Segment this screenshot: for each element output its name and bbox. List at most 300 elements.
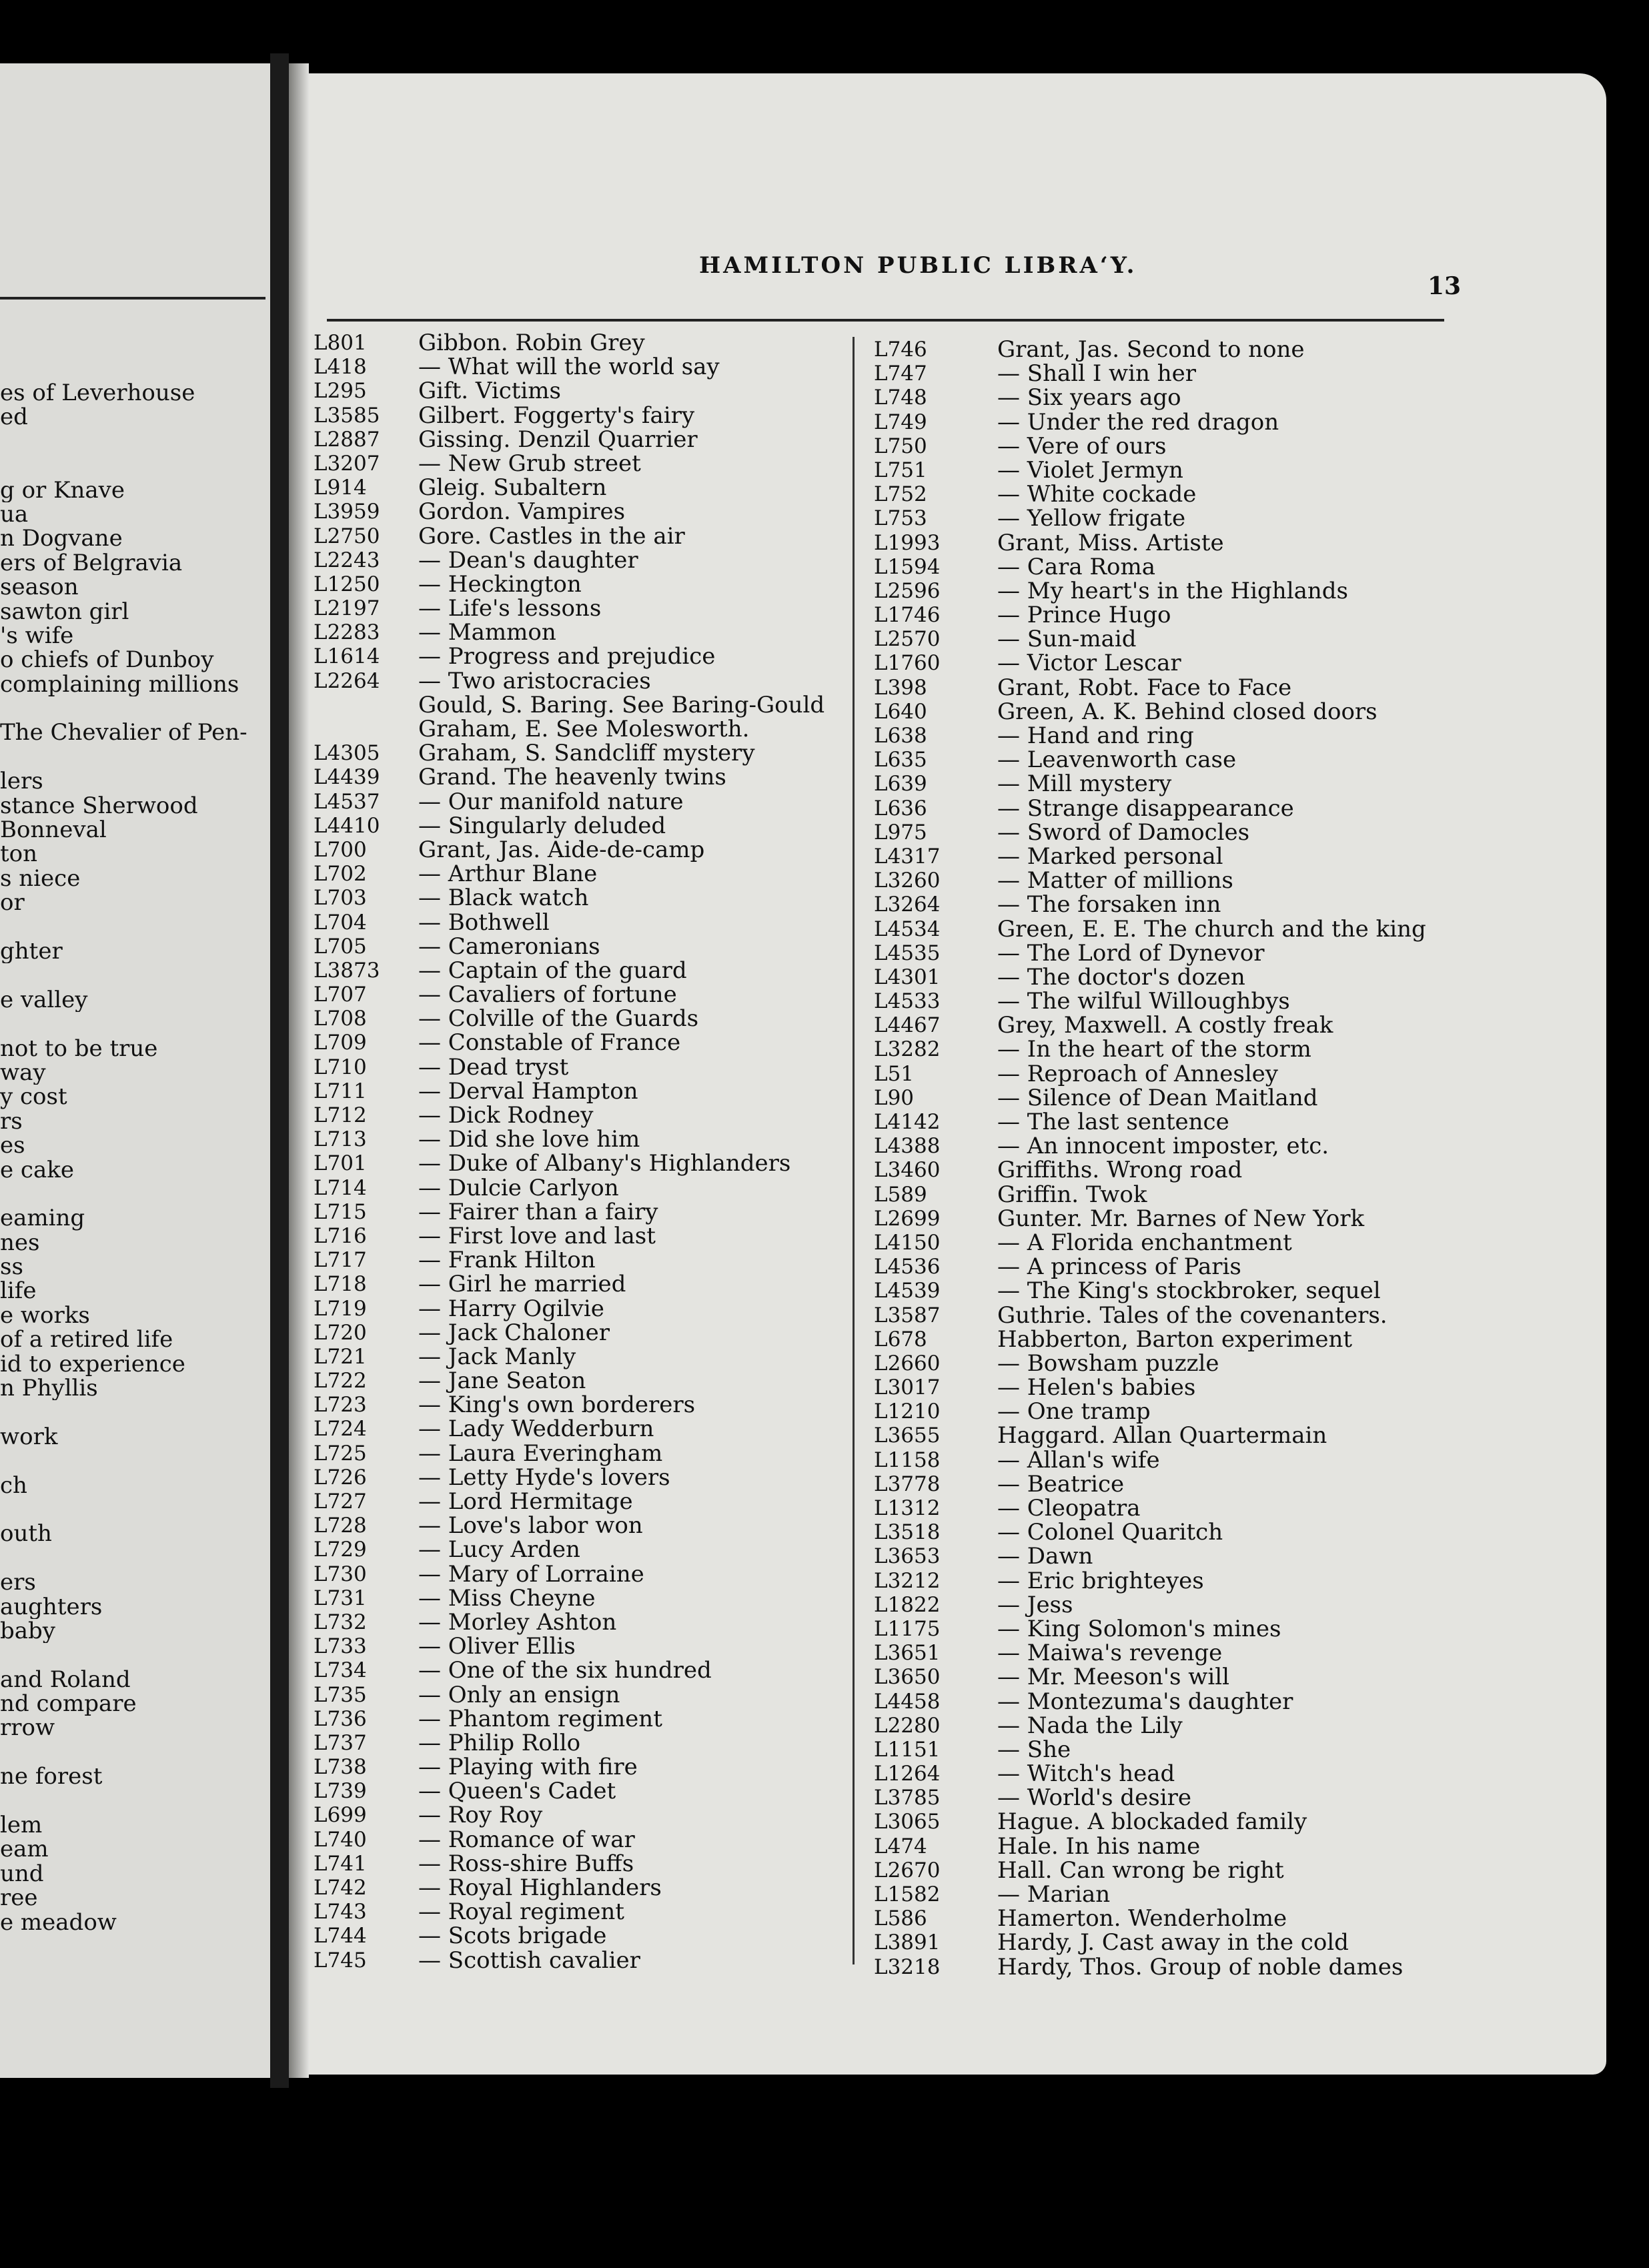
entry-title: Hale. In his name <box>997 1832 1201 1860</box>
call-number: L295 <box>314 379 367 404</box>
call-number: L4150 <box>874 1230 941 1255</box>
call-number: L4539 <box>874 1279 941 1303</box>
entry-title: — Bothwell <box>418 909 550 936</box>
entry-title: — White cockade <box>997 481 1197 508</box>
call-number: L4458 <box>874 1689 941 1714</box>
call-number: L4142 <box>874 1110 941 1134</box>
call-number: L740 <box>314 1827 367 1852</box>
entry-title: Gunter. Mr. Barnes of New York <box>997 1205 1365 1232</box>
entry-title: — Love's labor won <box>418 1512 643 1540</box>
left-page-line: ers of Belgravia <box>0 550 183 576</box>
call-number: L704 <box>314 910 367 935</box>
call-number: L741 <box>314 1851 367 1876</box>
call-number: L2596 <box>874 578 941 603</box>
call-number: L914 <box>314 476 367 500</box>
entry-title: — The wilful Willoughbys <box>997 988 1290 1015</box>
call-number: L736 <box>314 1706 367 1731</box>
left-page-line <box>0 1449 267 1473</box>
call-number: L2750 <box>314 524 380 548</box>
entry-title: — Colonel Quaritch <box>997 1519 1223 1546</box>
call-number: L2264 <box>314 668 380 693</box>
entry-title: — A princess of Paris <box>997 1253 1241 1281</box>
call-number: L4317 <box>874 844 941 869</box>
call-number: L3218 <box>874 1954 941 1979</box>
facing-page-left <box>0 63 270 2078</box>
entry-title: — Royal regiment <box>418 1898 624 1926</box>
call-number: L717 <box>314 1248 367 1273</box>
left-page-line: baby <box>0 1618 56 1644</box>
left-page-line: season <box>0 575 79 600</box>
entry-title: Gibbon. Robin Grey <box>418 330 645 356</box>
call-number: L723 <box>314 1393 367 1418</box>
call-number: L3650 <box>874 1665 941 1690</box>
entry-title: Grant, Jas. Aide-de-camp <box>418 836 705 863</box>
call-number: L712 <box>314 1103 367 1127</box>
entry-title: — Vere of ours <box>997 432 1167 460</box>
left-page-line: stance Sherwood <box>0 793 198 818</box>
call-number: L751 <box>874 458 927 482</box>
left-page-line: ua <box>0 502 29 527</box>
call-number: L640 <box>874 699 927 724</box>
left-page-line <box>0 696 267 720</box>
entry-title: — Only an ensign <box>418 1681 620 1708</box>
entry-title: — Allan's wife <box>997 1446 1160 1474</box>
left-page-line: e cake <box>0 1157 74 1182</box>
entry-title: — Phantom regiment <box>418 1705 662 1732</box>
call-number: L4533 <box>874 989 941 1014</box>
call-number: L725 <box>314 1441 367 1466</box>
entry-title: — Marian <box>997 1881 1111 1908</box>
entry-title: — Progress and prejudice <box>418 643 716 670</box>
left-page-line: life <box>0 1279 37 1303</box>
left-page-line: and Roland <box>0 1667 131 1692</box>
call-number: L716 <box>314 1223 367 1248</box>
left-page-line: work <box>0 1424 58 1450</box>
entry-title: — First love and last <box>418 1222 656 1249</box>
entry-title: — Duke of Albany's Highlanders <box>418 1150 791 1177</box>
entry-title: — Playing with fire <box>418 1754 638 1781</box>
call-number: L718 <box>314 1272 367 1297</box>
left-page-rule <box>0 297 265 300</box>
entry-title: — Cara Roma <box>997 553 1156 580</box>
entry-title: — Ross-shire Buffs <box>418 1850 634 1877</box>
left-page-line <box>0 745 267 769</box>
call-number: L738 <box>314 1755 367 1780</box>
page-number: 13 <box>1428 272 1462 300</box>
entry-title: — Scots brigade <box>418 1922 607 1950</box>
entry-title: — Colville of the Guards <box>418 1005 699 1033</box>
entry-title: Gore. Castles in the air <box>418 522 685 550</box>
entry-title: — The doctor's dozen <box>997 963 1245 991</box>
left-page-line <box>0 454 267 478</box>
entry-title: — In the heart of the storm <box>997 1036 1311 1063</box>
entry-title: — Letty Hyde's lovers <box>418 1464 670 1491</box>
left-page-line <box>0 915 267 939</box>
left-page-line: ghter <box>0 939 63 964</box>
entry-title: — Our manifold nature <box>418 788 684 815</box>
left-page-line: outh <box>0 1522 52 1546</box>
entry-title: — Beatrice <box>997 1470 1125 1498</box>
entry-title: Hall. Can wrong be right <box>997 1856 1284 1884</box>
entry-title: — Mary of Lorraine <box>418 1560 644 1588</box>
entry-title: — Victor Lescar <box>997 650 1181 677</box>
left-page-line: es <box>0 1133 25 1158</box>
call-number: L398 <box>874 675 927 700</box>
left-page-line: ch <box>0 1473 27 1498</box>
entry-title: Grant, Robt. Face to Face <box>997 674 1292 701</box>
call-number: L705 <box>314 934 367 959</box>
entry-title: — Harry Ogilvie <box>418 1295 604 1322</box>
entry-title: — Sun-maid <box>997 626 1137 653</box>
entry-title: — Bowsham puzzle <box>997 1349 1219 1377</box>
call-number: L3585 <box>314 403 380 428</box>
call-number: L1760 <box>874 651 941 676</box>
call-number: L639 <box>874 772 927 796</box>
call-number: L3891 <box>874 1930 941 1955</box>
call-number: L702 <box>314 862 367 887</box>
call-number: L701 <box>314 1151 367 1176</box>
left-page-line <box>0 1789 267 1813</box>
left-page-line: ton <box>0 842 38 867</box>
entry-title: — King's own borderers <box>418 1391 696 1419</box>
entry-title: — Derval Hampton <box>418 1077 638 1105</box>
entry-title: — Violet Jermyn <box>997 456 1183 484</box>
entry-title: — The forsaken inn <box>997 891 1221 919</box>
call-number: L733 <box>314 1634 367 1659</box>
entry-title: — A Florida enchantment <box>997 1229 1292 1256</box>
entry-title: Gordon. Vampires <box>418 498 626 526</box>
call-number: L975 <box>874 820 927 844</box>
entry-title: — One of the six hundred <box>418 1657 712 1684</box>
entry-title: Hamerton. Wenderholme <box>997 1905 1287 1932</box>
left-page-line <box>0 1546 267 1570</box>
entry-title: — Mammon <box>418 619 556 646</box>
call-number: L1614 <box>314 644 380 669</box>
left-page-line: ne forest <box>0 1764 103 1789</box>
call-number: L727 <box>314 1490 367 1514</box>
call-number: L2280 <box>874 1713 941 1738</box>
left-page-line <box>0 1400 267 1424</box>
call-number: L2699 <box>874 1206 941 1231</box>
left-page-line: of a retired life <box>0 1327 173 1352</box>
call-number: L1250 <box>314 572 380 596</box>
call-number: L2197 <box>314 596 380 621</box>
entry-title: — Dick Rodney <box>418 1102 594 1129</box>
entry-title: — Reproach of Annesley <box>997 1060 1279 1087</box>
entry-title: Gould, S. Baring. See Baring-Gould <box>418 691 825 718</box>
entry-title: — Lord Hermitage <box>418 1488 633 1515</box>
call-number: L699 <box>314 1803 367 1828</box>
header-rule <box>327 319 1444 322</box>
entry-title: — Marked personal <box>997 842 1223 870</box>
entry-title: — Six years ago <box>997 384 1181 412</box>
left-page-line: ss <box>0 1255 23 1279</box>
call-number: L752 <box>874 482 927 507</box>
call-number: L2660 <box>874 1351 941 1375</box>
call-number: L715 <box>314 1199 367 1224</box>
call-number: L745 <box>314 1948 367 1972</box>
entry-title: Grey, Maxwell. A costly freak <box>997 1012 1333 1039</box>
left-page-line: The Chevalier of Pen- <box>0 720 247 745</box>
entry-title: — Fairer than a fairy <box>418 1198 658 1225</box>
call-number: L3587 <box>874 1303 941 1327</box>
call-number: L1264 <box>874 1762 941 1786</box>
call-number: L4535 <box>874 941 941 965</box>
left-page-line: ers <box>0 1570 36 1595</box>
call-number: L3653 <box>874 1544 941 1569</box>
entry-title: — Leavenworth case <box>997 746 1237 774</box>
entry-title: — Cleopatra <box>997 1495 1141 1522</box>
call-number: L729 <box>314 1538 367 1562</box>
call-number: L1582 <box>874 1882 941 1906</box>
left-page-line: sawton girl <box>0 599 129 624</box>
entry-title: — Matter of millions <box>997 867 1233 895</box>
entry-title: — Romance of war <box>418 1826 635 1853</box>
call-number: L4534 <box>874 917 941 941</box>
entry-title: Graham, E. See Molesworth. <box>418 716 750 742</box>
entry-title: — World's desire <box>997 1784 1191 1812</box>
entry-title: — She <box>997 1736 1071 1763</box>
entry-title: — One tramp <box>997 1398 1151 1426</box>
call-number: L4536 <box>874 1255 941 1279</box>
entry-title: — Oliver Ellis <box>418 1633 576 1660</box>
call-number: L801 <box>314 331 367 355</box>
entry-title: — Jack Chaloner <box>418 1319 610 1346</box>
call-number: L731 <box>314 1586 367 1610</box>
call-number: L746 <box>874 338 927 362</box>
call-number: L4537 <box>314 789 380 814</box>
entry-title: — Sword of Damocles <box>997 818 1250 846</box>
call-number: L4388 <box>874 1134 941 1159</box>
call-number: L1993 <box>874 530 941 555</box>
entry-title: — Heckington <box>418 570 582 598</box>
entry-title: — Nada the Lily <box>997 1712 1183 1739</box>
entry-title: Griffin. Twok <box>997 1181 1147 1208</box>
entry-title: — Arthur Blane <box>418 861 598 888</box>
entry-title: Gissing. Denzil Quarrier <box>418 426 698 453</box>
call-number: L719 <box>314 1296 367 1321</box>
left-page-line: e works <box>0 1303 90 1328</box>
left-page-line: nes <box>0 1230 40 1255</box>
entry-title: — Jane Seaton <box>418 1367 586 1395</box>
entry-title: — Miss Cheyne <box>418 1584 596 1612</box>
left-page-line: s niece <box>0 866 81 891</box>
call-number: L749 <box>874 410 927 434</box>
entry-title: — Frank Hilton <box>418 1247 596 1274</box>
call-number: L1175 <box>874 1616 941 1641</box>
entry-title: — Jess <box>997 1591 1073 1618</box>
call-number: L1210 <box>874 1399 941 1424</box>
call-number: L2243 <box>314 548 380 572</box>
entry-title: — Morley Ashton <box>418 1608 617 1636</box>
left-page-line: ree <box>0 1886 38 1910</box>
entry-title: — Roy Roy <box>418 1802 543 1829</box>
call-number: L721 <box>314 1344 367 1369</box>
left-page-fragments <box>0 381 267 1934</box>
entry-title: — Cavaliers of fortune <box>418 981 677 1009</box>
entry-title: — Constable of France <box>418 1029 681 1057</box>
entry-title: — Two aristocracies <box>418 667 651 694</box>
call-number: L474 <box>874 1834 927 1858</box>
call-number: L728 <box>314 1514 367 1538</box>
entry-title: Hardy, J. Cast away in the cold <box>997 1929 1349 1956</box>
entry-title: Griffiths. Wrong road <box>997 1157 1243 1184</box>
left-page-line: way <box>0 1060 46 1085</box>
call-number: L750 <box>874 434 927 458</box>
entry-title: — The King's stockbroker, sequel <box>997 1277 1381 1305</box>
call-number: L711 <box>314 1079 367 1103</box>
call-number: L747 <box>874 362 927 386</box>
call-number: L3518 <box>874 1520 941 1545</box>
left-page-line: rs <box>0 1109 23 1134</box>
left-page-line: lem <box>0 1813 43 1838</box>
entry-title: — Mill mystery <box>997 770 1172 798</box>
left-page-line: aughters <box>0 1594 103 1619</box>
call-number: L720 <box>314 1320 367 1345</box>
entry-title: — Cameronians <box>418 933 600 960</box>
entry-title: — Laura Everingham <box>418 1440 663 1467</box>
entry-title: — Hand and ring <box>997 722 1194 749</box>
entry-title: — New Grub street <box>418 450 641 477</box>
left-page-line: o chiefs of Dunboy <box>0 648 214 672</box>
call-number: L710 <box>314 1055 367 1079</box>
left-page-line: e meadow <box>0 1910 117 1934</box>
entry-title: — Royal Highlanders <box>418 1874 662 1901</box>
call-number: L1594 <box>874 554 941 579</box>
call-number: L3207 <box>314 451 380 476</box>
entry-title: — Philip Rollo <box>418 1729 581 1756</box>
entry-title: — Under the red dragon <box>997 408 1279 436</box>
call-number: L4301 <box>874 965 941 989</box>
entry-title: — My heart's in the Highlands <box>997 577 1348 604</box>
entry-title: — Dulcie Carlyon <box>418 1174 619 1201</box>
call-number: L3282 <box>874 1037 941 1062</box>
page-header: HAMILTON PUBLIC LIBRAʻY. <box>699 252 1137 279</box>
left-page-line: n Dogvane <box>0 526 123 551</box>
entry-title: Grant, Jas. Second to none <box>997 336 1305 363</box>
left-page-line: 's wife <box>0 623 74 648</box>
left-page-line: g or Knave <box>0 478 125 502</box>
call-number: L742 <box>314 1876 367 1900</box>
call-number: L3460 <box>874 1158 941 1183</box>
call-number: L51 <box>874 1061 915 1086</box>
entry-title: Grand. The heavenly twins <box>418 764 726 791</box>
call-number: L722 <box>314 1369 367 1393</box>
entry-title: — Life's lessons <box>418 595 602 622</box>
entry-title: Green, E. E. The church and the king <box>997 915 1426 943</box>
left-page-line: e valley <box>0 987 88 1013</box>
entry-title: — Queen's Cadet <box>418 1778 616 1805</box>
left-page-line: ed <box>0 405 28 430</box>
left-page-line: not to be true <box>0 1036 158 1061</box>
left-page-line: und <box>0 1861 44 1886</box>
book-gutter <box>270 53 289 2088</box>
call-number: L707 <box>314 983 367 1007</box>
entry-title: — Prince Hugo <box>997 602 1171 629</box>
entry-title: Green, A. K. Behind closed doors <box>997 698 1378 725</box>
call-number: L734 <box>314 1658 367 1683</box>
entry-title: — Shall I win her <box>997 360 1197 388</box>
left-page-line: lers <box>0 769 43 794</box>
call-number: L3959 <box>314 500 380 524</box>
gutter-shadow <box>289 63 309 2078</box>
entry-title: — King Solomon's mines <box>997 1615 1281 1642</box>
entry-title: Haggard. Allan Quartermain <box>997 1422 1327 1450</box>
left-page-line: eam <box>0 1837 49 1862</box>
entry-title: — Yellow frigate <box>997 505 1186 532</box>
entry-title: — Dawn <box>997 1543 1093 1570</box>
call-number: L4410 <box>314 813 380 838</box>
entry-title: Hardy, Thos. Group of noble dames <box>997 1953 1404 1980</box>
left-page-line <box>0 1498 267 1522</box>
entry-title: — An innocent imposter, etc. <box>997 1133 1329 1160</box>
entry-title: Grant, Miss. Artiste <box>997 529 1224 556</box>
call-number: L726 <box>314 1465 367 1490</box>
call-number: L3260 <box>874 869 941 893</box>
call-number: L743 <box>314 1900 367 1924</box>
entry-title: Gleig. Subaltern <box>418 474 607 502</box>
call-number: L635 <box>874 748 927 772</box>
entry-title: — Silence of Dean Maitland <box>997 1084 1318 1111</box>
call-number: L2283 <box>314 620 380 645</box>
call-number: L1312 <box>874 1496 941 1520</box>
call-number: L3873 <box>314 958 380 983</box>
call-number: L708 <box>314 1007 367 1031</box>
call-number: L703 <box>314 886 367 911</box>
call-number: L1822 <box>874 1592 941 1617</box>
left-page-line: y cost <box>0 1085 67 1109</box>
call-number: L737 <box>314 1730 367 1755</box>
call-number: L3651 <box>874 1641 941 1666</box>
call-number: L4439 <box>314 765 380 790</box>
entry-title: — Captain of the guard <box>418 957 687 984</box>
call-number: L586 <box>874 1906 927 1931</box>
entry-title: — Scottish cavalier <box>418 1946 640 1974</box>
call-number: L739 <box>314 1779 367 1804</box>
left-page-line <box>0 1740 267 1764</box>
left-page-line <box>0 963 267 987</box>
entry-title: — What will the world say <box>418 354 720 381</box>
call-number: L1746 <box>874 603 941 628</box>
entry-title: Habberton, Barton experiment <box>997 1325 1353 1353</box>
call-number: L730 <box>314 1562 367 1586</box>
left-page-line: eaming <box>0 1206 85 1231</box>
entry-title: — The last sentence <box>997 1109 1229 1135</box>
entry-title: — Helen's babies <box>997 1374 1196 1401</box>
entry-title: — Girl he married <box>418 1271 626 1298</box>
entry-title: — Singularly deluded <box>418 812 666 839</box>
entry-title: — Strange disappearance <box>997 794 1294 822</box>
entry-title: — Dean's daughter <box>418 546 638 574</box>
entry-title: Gift. Victims <box>418 378 561 405</box>
call-number: L753 <box>874 506 927 531</box>
call-number: L418 <box>314 355 367 380</box>
entry-title: — Dead tryst <box>418 1053 569 1081</box>
left-page-line <box>0 1012 267 1036</box>
call-number: L1158 <box>874 1448 941 1472</box>
entry-title: — Did she love him <box>418 1126 640 1153</box>
left-page-line: n Phyllis <box>0 1376 98 1401</box>
left-page-line: Bonneval <box>0 818 107 842</box>
left-page-line <box>0 430 267 454</box>
entry-title: — Black watch <box>418 885 589 912</box>
entry-title: — Lucy Arden <box>418 1536 580 1564</box>
entry-title: — Jack Manly <box>418 1343 576 1370</box>
call-number: L732 <box>314 1610 367 1634</box>
entry-title: Gilbert. Foggerty's fairy <box>418 402 695 429</box>
left-page-line <box>0 1643 267 1667</box>
call-number: L744 <box>314 1924 367 1948</box>
